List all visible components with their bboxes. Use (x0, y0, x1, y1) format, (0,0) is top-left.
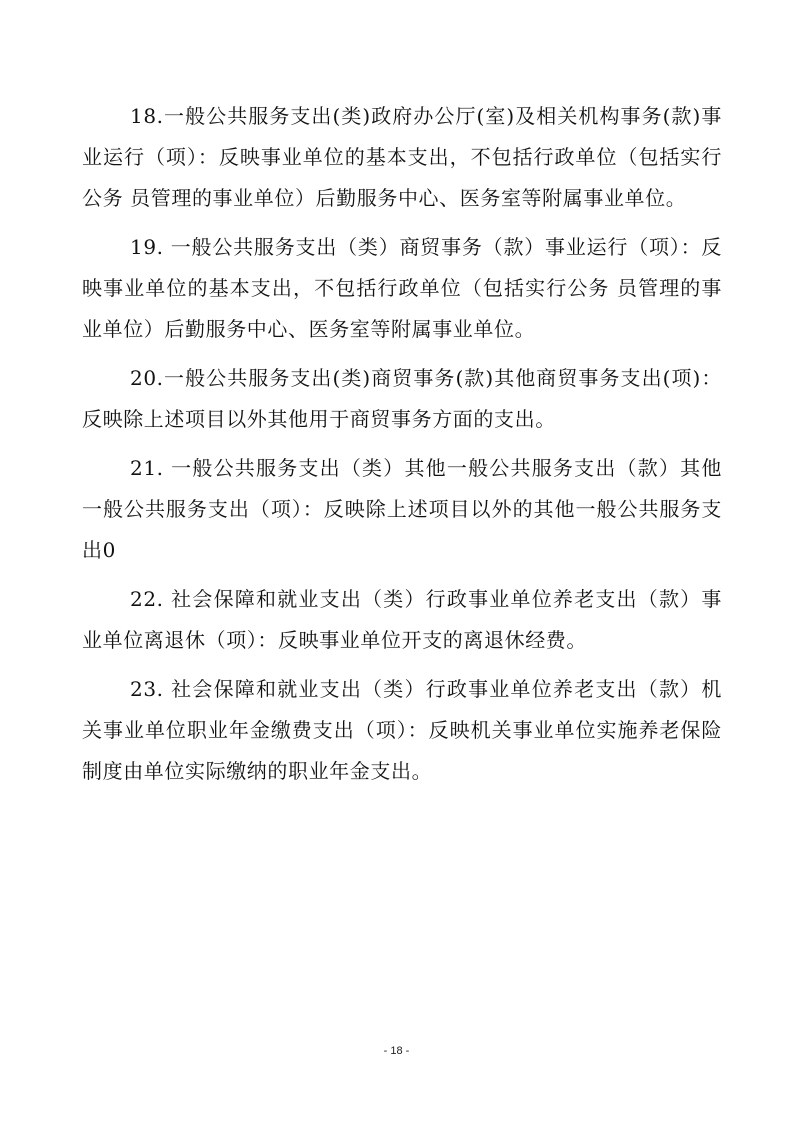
paragraph-item-18: 18.一般公共服务支出(类)政府办公厅(室)及相关机构事务(款)事业运行（项）：反映事业单位的基本支出，不包括行政单位（包括实行公务 员管理的事业单位）后勤服务中心、医务室等附属事业单位。 (82, 104, 722, 210)
paragraph-item-21: 21. 一般公共服务支出（类）其他一般公共服务支出（款）其他一般公共服务支出（项）：反映除上述项目以外的其他一般公共服务支出0 (82, 456, 722, 562)
page-number: - 18 - (383, 1045, 410, 1057)
paragraph-item-19: 19. 一般公共服务支出（类）商贸事务（款）事业运行（项）：反映事业单位的基本支出，不包括行政单位（包括实行公务 员管理的事业单位）后勤服务中心、医务室等附属事业单位。 (82, 235, 722, 341)
paragraph-item-22: 22. 社会保障和就业支出（类）行政事业单位养老支出（款）事业单位离退休（项）：反映事业单位开支的离退休经费。 (82, 587, 722, 652)
paragraph-item-20: 20.一般公共服务支出(类)商贸事务(款)其他商贸事务支出(项)：反映除上述项目以外其他用于商贸事务方面的支出。 (82, 366, 722, 431)
paragraph-item-23: 23. 社会保障和就业支出（类）行政事业单位养老支出（款）机关事业单位职业年金缴费支出（项）：反映机关事业单位实施养老保险制度由单位实际缴纳的职业年金支出。 (82, 677, 722, 783)
document-body (82, 96, 722, 800)
